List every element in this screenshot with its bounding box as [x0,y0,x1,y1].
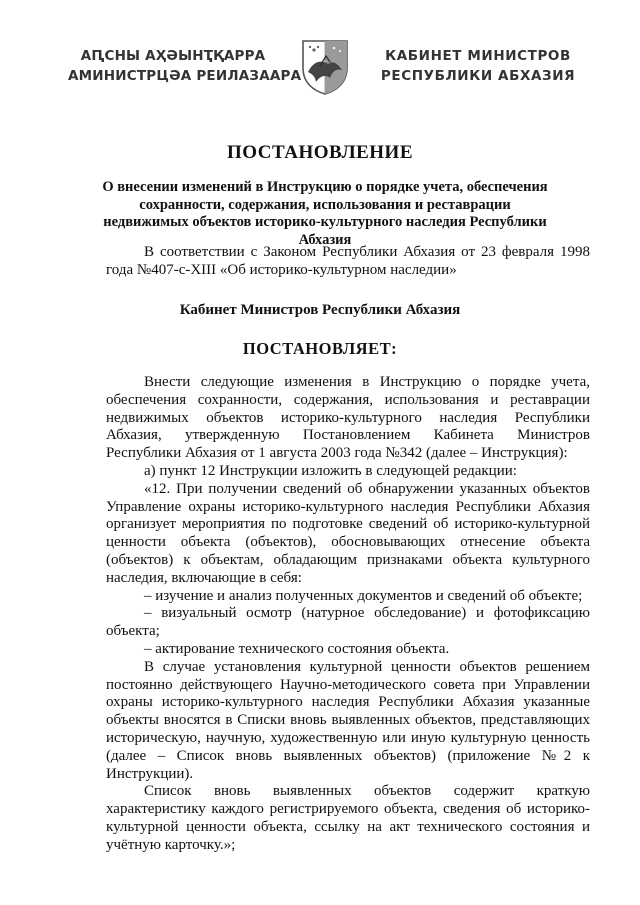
body-list-item: – визуальный осмотр (натурное обследование) и фотофиксацию объекта; [106,605,590,640]
body-paragraph: Список вновь выявленных объектов содержит краткую характеристику каждого регистрируемого объекта, сведения об историко-культурной ценности объекта, ссылку на акт технического состояния и учётную карточку.»; [106,783,590,853]
header-left-line1: АԤСНЫ АҲӘЫНҬҚАРРА [80,48,266,64]
body-paragraph: «12. При получении сведений об обнаружении указанных объектов Управление охраны историко-культурного наследия Республики Абхазия организует мероприятия по подготовке сведений об историко-культурной ценности объекта (объектов), обосновывающих отнесение объекта (объектов) к объектам, обладающим признаками объекта культурного наследия, включающие в себя: [106,480,590,586]
header-right-line1: КАБИНЕТ МИНИСТРОВ [385,48,571,64]
decree-heading: ПОСТАНОВЛЯЕТ: [242,339,398,358]
document-body [106,374,590,855]
header-right [378,46,578,86]
body-list-item: – изучение и анализ полученных документов и сведений об объекте; [144,587,583,604]
preamble: В соответствии с Законом Республики Абхазия от 23 февраля 1998 года №407-с-XIII «Об историко-культурном наследии» [106,244,590,278]
body-paragraph: Внести следующие изменения в Инструкцию о порядке учета, обеспечения сохранности, содержания, использования и реставрации недвижимых объектов историко-культурного наследия Республики Абхазия, утвержденную Постановлением Кабинета Министров Республики Абхазия от 1 августа 2003 года №342 (далее – Инструкция): [106,374,590,462]
body-paragraph: В случае установления культурной ценности объектов решением постоянно действующего Научно-методического совета при Управлении охраны историко-культурного наследия Республики Абхазия указанные объекты вносятся в Списки вновь выявленных объектов, представляющих историческую, научную, художественную или иную культурную ценность (далее – Список вновь выявленных объектов) (приложение №2 к Инструкции). [106,658,590,782]
body-paragraph: а) пункт 12 Инструкции изложить в следующей редакции: [144,462,517,479]
coat-of-arms-icon [300,38,350,96]
header-left-line2: АМИНИСТРЦӘА РЕИЛАЗААРА [68,68,302,84]
header-right-line2: РЕСПУБЛИКИ АБХАЗИЯ [380,68,576,84]
body-list-item: – актирование технического состояния объекта. [144,640,450,657]
issuer: Кабинет Министров Республики Абхазия [179,302,461,318]
document-subject: О внесении изменений в Инструкцию о порядке учета, обеспечения сохранности, содержания, использования и реставрации недвижимых объектов историко-культурного наследия Республики Абхазия [102,179,548,248]
document-title: ПОСТАНОВЛЕНИЕ [226,142,414,163]
header-left [68,46,302,86]
